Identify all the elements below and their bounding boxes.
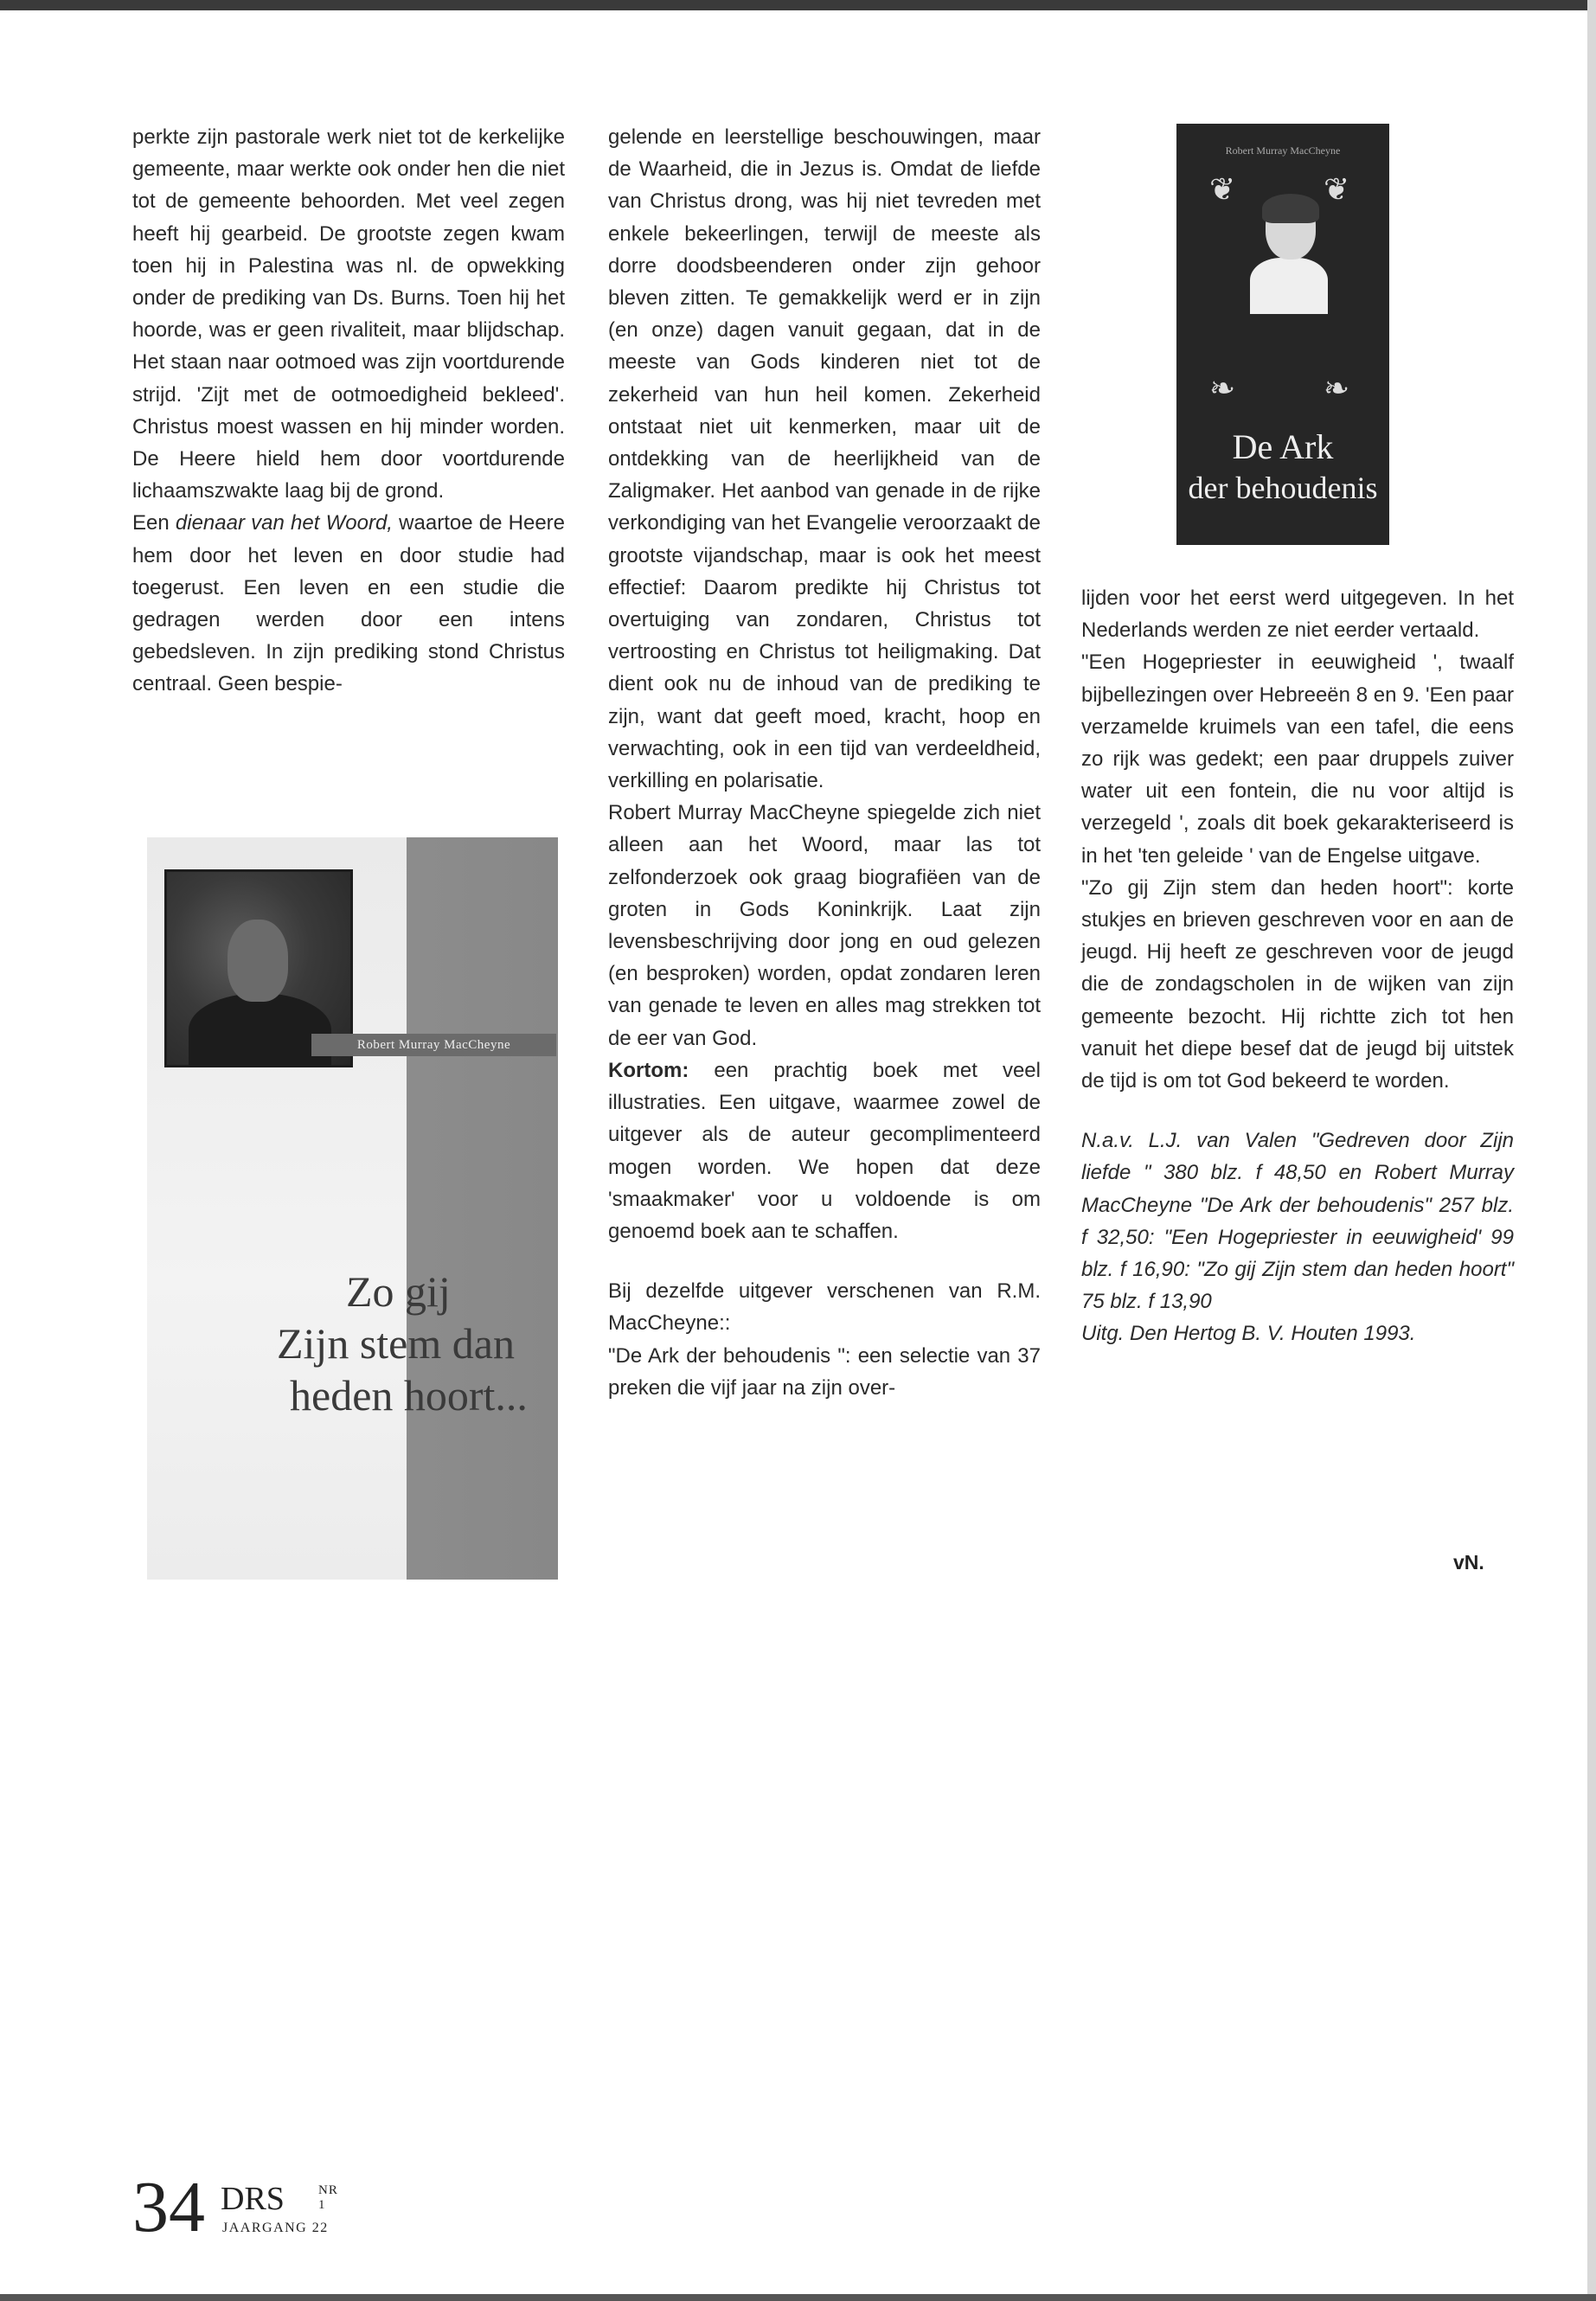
portrait-face xyxy=(228,920,288,1002)
book-cover-zo-gij xyxy=(147,837,558,1580)
page-top-edge xyxy=(0,0,1596,10)
issue-number: NR 1 xyxy=(318,2183,338,2212)
book-cover-de-ark xyxy=(1176,124,1389,545)
text: Een xyxy=(132,511,170,535)
page-number: 34 xyxy=(132,2167,205,2247)
paragraph: lijden voor het eerst werd uitgegeven. In het Nederlands werden ze niet eerder vertaald. xyxy=(1081,586,1514,643)
paragraph xyxy=(132,507,565,700)
text-column-right xyxy=(1081,582,1514,1350)
paragraph: "Een Hogepriester in eeuwigheid ', twaalf bijbellezingen over Hebreeën 8 en 9. 'Een paar verzamelde kruimels van een tafel, die eens zo rijk was gedekt; een paar druppels zuiver water uit een fontein, die nu voor altijd is verzegeld ', zoals dit boek gekarakteriseerd is in het 'ten geleide ' van de Engelse uitgave. xyxy=(1081,651,1514,868)
text: waartoe de Heere hem door het leven en door studie had toegerust. Een leven en een studie die gedragen werden door een intens gebedsleven. In zijn prediking stond Christus centraal. Geen bespie- xyxy=(132,511,566,696)
cover-title-line: Zijn stem dan xyxy=(277,1319,515,1368)
ornament-icon: ❧ xyxy=(1324,371,1350,406)
text: een prachtig boek met veel illustraties. Een uitgave, waarmee zowel de uitgever als de auteur gecomplimenteerd mogen worden. We hopen dat deze 'smaakmaker' voor u voldoende is om genoemd boek aan te schaffen. xyxy=(608,1058,1041,1243)
paragraph: "Zo gij Zijn stem dan heden hoort": korte stukjes en brieven geschreven voor en aan de jeugd. Hij heeft ze geschreven voor de jeugd die de zondagscholen in de wijken van zijn gemeente bezocht. Hij richtte zich tot hen vanuit het diepe besef dat de jeugd bij uitstek de tijd is om tot God bekeerd te worden. xyxy=(1081,875,1514,1093)
ornament-icon: ❦ xyxy=(1209,172,1236,207)
ornament-icon: ❦ xyxy=(1324,172,1350,207)
magazine-name: DRS xyxy=(221,2181,285,2217)
cover-title-line: heden hoort... xyxy=(290,1371,528,1420)
bold-text: Kortom: xyxy=(608,1058,689,1082)
cover-author: Robert Murray MacCheyne xyxy=(1225,144,1341,157)
paragraph: perkte zijn pastorale werk niet tot de kerkelijke gemeente, maar werkte ook onder hen die niet tot de gemeente behoorden. Met veel zegen heeft hij gearbeid. De grootste zegen kwam toen hij in Palestina was nl. de opwekking onder de prediking van Ds. Burns. Toen hij het hoorde, was er geen rivaliteit, maar blijdschap. Het staan naar ootmoed was zijn voortdurende strijd. 'Zijt met de ootmoedigheid bekleed'. Christus moest wassen en hij minder worden. De Heere hield hem door voortdurende lichaamszwakte laag bij de grond. xyxy=(132,125,565,503)
paragraph: gelende en leerstellige beschouwingen, maar de Waarheid, die in Jezus is. Omdat de liefde van Christus drong, was hij niet tevreden met enkele bekeerlingen, terwijl de meeste als dorre doodsbeenderen onder zijn gehoor bleven zitten. Te gemakkelijk werd er in zijn (en onze) dagen vanuit gegaan, dat in de meeste van Gods kinderen niet tot de zekerheid van hun heil komen. Zekerheid ontstaat niet uit kenmerken, maar uit de ontdekking van de heerlijkheid van de Zaligmaker. Het aanbod van genade in de rijke verkondiging van het Evangelie veroorzaakt de grootste vijandschap, maar is ook het meest effectief: Daarom predikte hij Christus tot overtuiging van zondaren, Christus tot vertroosting en Christus tot heiligmaking. Dat dient ook nu de inhoud van de prediking te zijn, want dat geeft moed, kracht, hoop en verwachting, ook in een tijd van verdeeldheid, verkilling en polarisatie. xyxy=(608,125,1041,793)
cover-title-line: De Ark xyxy=(1232,427,1334,466)
page-bottom-edge xyxy=(0,2294,1596,2301)
text-column-left xyxy=(132,121,565,701)
paragraph xyxy=(608,1054,1041,1247)
volume-label: JAARGANG 22 xyxy=(222,2221,329,2235)
paragraph: Bij dezelfde uitgever verschenen van R.M. MacCheyne:: xyxy=(608,1279,1041,1336)
publisher-line: Uitg. Den Hertog B. V. Houten 1993. xyxy=(1081,1322,1416,1346)
cover-title-line: der behoudenis xyxy=(1188,471,1378,505)
page-right-edge xyxy=(1587,0,1596,2301)
author-signature: vN. xyxy=(1453,1551,1484,1574)
portrait-shoulders xyxy=(189,993,331,1067)
cover-author: Robert Murray MacCheyne xyxy=(311,1034,556,1056)
text-column-middle xyxy=(608,121,1041,1404)
portrait-hair xyxy=(1262,194,1319,223)
italic-text: dienaar van het Woord, xyxy=(175,511,393,535)
paragraph: Robert Murray MacCheyne spiegelde zich niet alleen aan het Woord, maar las tot zelfonderzoek ook graag biografiëen van de groten in Gods Koninkrijk. Laat zijn levensbeschrijving door jong en oud gelezen (en besproken) worden, opdat zondaren leren van genade te leven en alles mag strekken tot de eer van God. xyxy=(608,801,1041,1050)
review-citation: N.a.v. L.J. van Valen "Gedreven door Zijn liefde " 380 blz. f 48,50 en Robert Murray MacCheyne "De Ark der behoudenis" 257 blz. f 32,50: "Een Hogepriester in eeuwigheid' 99 blz. f 16,90: "Zo gij Zijn stem dan heden hoort" 75 blz. f 13,90 xyxy=(1081,1129,1514,1314)
cover-title-line: Zo gij xyxy=(346,1267,451,1316)
portrait-body xyxy=(1250,258,1328,314)
author-portrait xyxy=(1250,197,1328,314)
paragraph: "De Ark der behoudenis ": een selectie van 37 preken die vijf jaar na zijn over- xyxy=(608,1343,1041,1400)
ornament-icon: ❧ xyxy=(1209,371,1236,406)
cover-title xyxy=(199,1266,554,1421)
